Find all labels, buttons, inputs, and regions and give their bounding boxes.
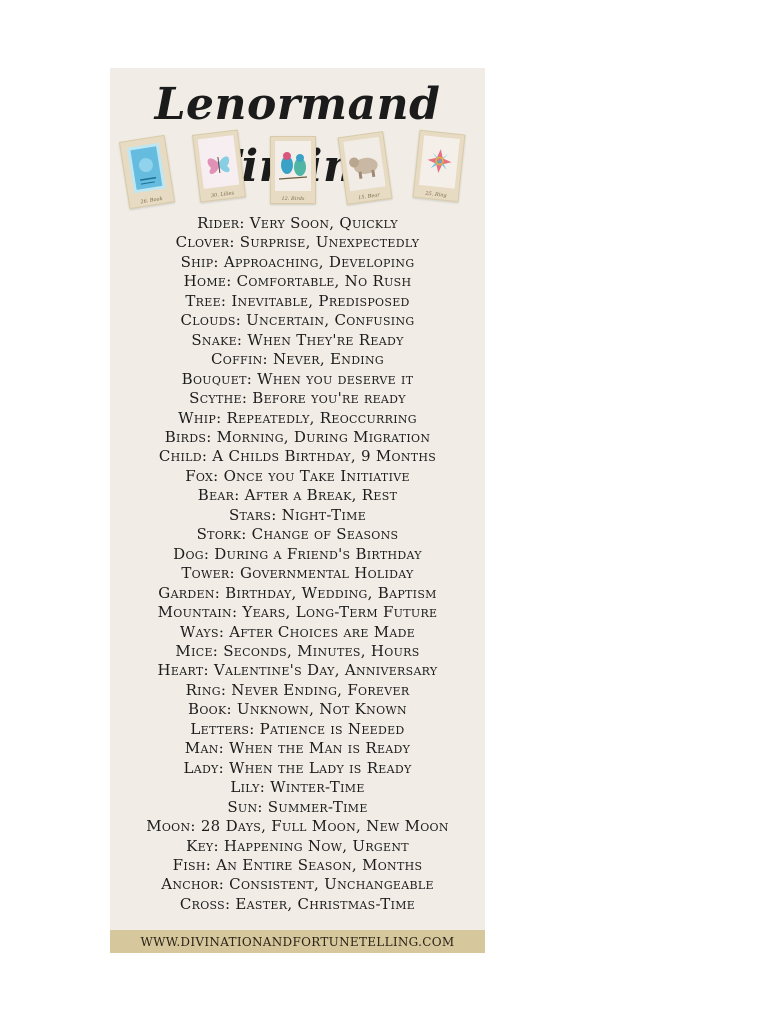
list-item: Fish: An Entire Season, Months — [172, 855, 423, 874]
list-item: Tower: Governmental Holiday — [181, 564, 414, 583]
list-item: Letters: Patience is Needed — [190, 719, 405, 738]
list-item: Clouds: Uncertain, Confusing — [180, 311, 415, 330]
list-item: Lily: Winter-Time — [230, 778, 365, 797]
list-item: Rider: Very Soon, Quickly — [197, 214, 398, 232]
list-item: Fox: Once you Take Initiative — [185, 466, 410, 485]
book-card: 26. Book — [119, 135, 175, 209]
card-images-row — [110, 130, 485, 210]
timing-list — [110, 214, 485, 914]
list-item: Clover: Surprise, Unexpectedly — [175, 233, 420, 252]
lilies-card: 30. Lilies — [192, 129, 246, 202]
page-title: Lenormand — [154, 79, 441, 130]
ring-card-icon — [419, 135, 460, 188]
list-item: Heart: Valentine's Day, Anniversary — [157, 661, 438, 680]
list-item: Dog: During a Friend's Birthday — [173, 544, 422, 563]
list-item: Sun: Summer-Time — [227, 797, 368, 816]
list-item: Moon: 28 Days, Full Moon, New Moon — [146, 817, 449, 836]
bear-card: 15. Bear — [337, 131, 392, 205]
list-item: Snake: When They're Ready — [191, 330, 404, 349]
list-item: Garden: Birthday, Wedding, Baptism — [158, 583, 437, 602]
ring-card: 25. Ring — [413, 130, 466, 202]
list-item: Mice: Seconds, Minutes, Hours — [175, 641, 420, 660]
bear-card-icon — [343, 137, 386, 192]
list-item: Mountain: Years, Long-Term Future — [157, 603, 438, 622]
list-item: Birds: Morning, During Migration — [164, 427, 431, 446]
list-item: Ship: Approaching, Developing — [180, 252, 415, 271]
list-item: Ways: After Choices are Made — [179, 622, 416, 641]
list-item: Key: Happening Now, Urgent — [186, 836, 409, 855]
list-item: Tree: Inevitable, Predisposed — [185, 291, 410, 310]
footer-website-link[interactable]: WWW.DIVINATIONANDFORTUNETELLING.COM — [110, 930, 485, 953]
list-item: Stars: Night-Time — [228, 505, 367, 524]
list-item: Coffin: Never, Ending — [211, 350, 384, 369]
list-item: Bear: After a Break, Rest — [197, 486, 398, 505]
list-item: Scythe: Before you're ready — [189, 389, 406, 408]
list-item: Man: When the Man is Ready — [184, 739, 411, 758]
birds-card: 12. Birds — [270, 136, 316, 204]
list-item: Bouquet: When you deserve it — [181, 369, 414, 388]
list-item: Ring: Never Ending, Forever — [185, 680, 410, 699]
list-item: Child: A Childs Birthday, 9 Months — [158, 447, 437, 466]
list-item: Stork: Change of Seasons — [196, 525, 399, 544]
lenormand-timing-card — [110, 68, 485, 953]
list-item: Lady: When the Lady is Ready — [183, 758, 412, 777]
list-item: Cross: Easter, Christmas-Time — [179, 894, 416, 913]
birds-card-icon — [275, 141, 311, 191]
list-item: Whip: Repeatedly, Reoccurring — [178, 408, 417, 427]
list-item: Anchor: Consistent, Unchangeable — [161, 875, 434, 894]
list-item: Book: Unknown, Not Known — [188, 700, 407, 719]
butterfly-card-icon — [198, 135, 240, 189]
book-card-icon — [125, 141, 168, 196]
list-item: Home: Comfortable, No Rush — [183, 272, 412, 291]
